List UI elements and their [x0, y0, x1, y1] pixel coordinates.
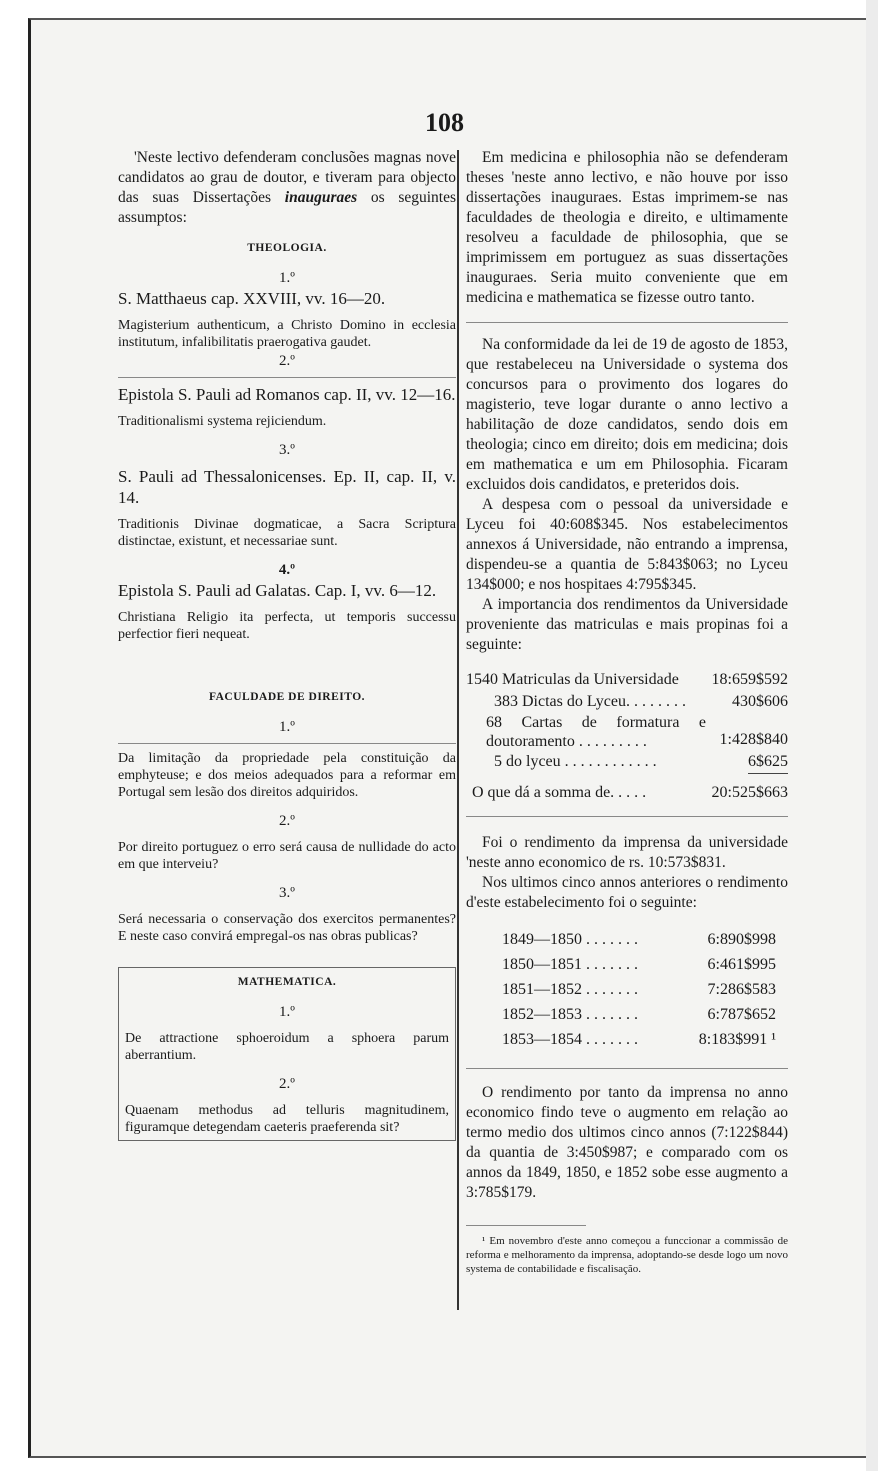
right-column [466, 148, 788, 1276]
paragraph-cinco-annos: Nos ultimos cinco annos anteriores o rendimento d'este estabelecimento foi o seguinte: [466, 874, 788, 911]
thesis-theo-3: 3.º S. Pauli ad Thessalonicenses. Ep. II, cap. II, v. 14. Traditionis Divinae dogmaticae, a Sacra Scriptura distinctae, existunt, et necessariae sunt. [118, 442, 456, 549]
page-edge [866, 0, 878, 1471]
paragraph-despesa: A despesa com o pessoal da universidade e Lyceu foi 40:608$345. Nos estabelecimentos annexos á Universidade, não entrando a imprensa, dispendeu-se a quantia de 5:843$063; no Lyceu 134$000; e nos hospitaes 4:795$345. [466, 496, 788, 593]
income-row: 68 Cartas de formatura e doutoramento . . . . . . . . . 1:428$840 [486, 714, 788, 750]
year-row: 1849—1850 . . . . . . . 6:890$998 [502, 931, 776, 948]
left-column [118, 148, 456, 1145]
paragraph-augmento: O rendimento por tanto da imprensa no anno economico findo teve o augmento em relação ao termo medio dos ultimos cinco annos (7:122$844) da quantia de 3:450$987; e comparado com os annos da 1849, 1850, e 1852 sobe esse augmento a 3:785$179. [466, 1084, 788, 1201]
year-row: 1850—1851 . . . . . . . 6:461$995 [502, 956, 776, 973]
year-row: 1853—1854 . . . . . . . 8:183$991 ¹ [502, 1031, 776, 1048]
footnote: ¹ Em novembro d'este anno começou a funccionar a commissão de reforma e melhoramento da imprensa, adoptando-se desde logo um novo systema de contabilidade e fiscalisação. [466, 1235, 788, 1275]
mathematics-heading: MATHEMATICA. [237, 976, 337, 988]
page-number: 108 [425, 108, 464, 137]
income-row: 5 do lyceu . . . . . . . . . . . . 6$625 [466, 751, 788, 774]
income-row: 1540 Matriculas da Universidade 18:659$592 [466, 671, 788, 688]
paragraph-medicine: Em medicina e philosophia não se defenderam theses 'neste anno lectivo, e não houve por isso dissertações inauguraes. Estas imprimem-se nas faculdades de theologia e direito, e ultimamente resolveu a faculdade de philosophia, que se imprimissem em portuguez as suas dissertações inauguraes. Seria muito conveniente que em medicina e mathematica se fizesse outro tanto. [466, 149, 788, 306]
year-row: 1851—1852 . . . . . . . 7:286$583 [502, 981, 776, 998]
paragraph-rendimentos: A importancia dos rendimentos da Universidade proveniente das matriculas e mais propinas foi a seguinte: [466, 596, 788, 653]
year-row: 1852—1853 . . . . . . . 6:787$652 [502, 1006, 776, 1023]
income-total: O que dá a somma de. . . . . 20:525$663 [472, 784, 788, 801]
income-row: 383 Dictas do Lyceu. . . . . . . . 430$606 [494, 693, 788, 710]
thesis-law-1: 1.º Da limitação da propriedade pela constituição da emphyteuse; e dos meios adequados para a reformar em Portugal sem lesão dos direitos adquiridos. [118, 719, 456, 800]
thesis-law-3: 3.º Será necessaria o conservação dos exercitos permanentes? E neste caso convirá empregal-os nas obras publicas? [118, 885, 456, 944]
column-divider [457, 150, 459, 1310]
paragraph-imprensa: Foi o rendimento da imprensa da universidade 'neste anno economico de rs. 10:573$831. [466, 834, 788, 871]
income-table [466, 669, 788, 804]
law-heading: FACULDADE DE DIREITO. [208, 691, 366, 703]
theology-heading: THEOLOGIA. [247, 242, 327, 254]
paragraph-concursos: Na conformidade da lei de 19 de agosto de 1853, que restabeleceu na Universidade o systema dos concursos para o provimento dos logares do magisterio, teve logar durante o anno lectivo a habilitação de doze candidatos, sendo dois em theologia; cinco em direito; dois em medicina; dois em mathematica e um em Philosophia. Ficaram excluidos dois candidatos, e preteridos dois. [466, 336, 788, 493]
thesis-theo-1: 1.º S. Matthaeus cap. XXVIII, vv. 16—20. Magisterium authenticum, a Christo Domino in ecclesia institutum, infalibilitatis praerogativa gaudet. [118, 270, 456, 350]
mathematics-box: MATHEMATICA. 1.º De attractione sphoeroidum a sphoera parum aberrantium. 2.º Quaenam methodus ad telluris magnitudinem, figuramque detegendam caeteris praeferenda sit? [118, 967, 456, 1141]
thesis-law-2: 2.º Por direito portuguez o erro será causa de nullidade do acto em que interveiu? [118, 813, 456, 872]
years-table [502, 927, 776, 1052]
thesis-theo-4: 4.º Epistola S. Pauli ad Galatas. Cap. I, vv. 6—12. Christiana Religio ita perfecta, ut temporis successu perfectior fieri nequeat. [118, 562, 456, 642]
thesis-theo-2: 2.º Epistola S. Pauli ad Romanos cap. II, vv. 12—16. Traditionalismi systema rejiciendum. [118, 353, 456, 429]
intro-paragraph: 'Neste lectivo defenderam conclusões magnas nove candidatos ao grau de doutor, e tiveram para objecto das suas Dissertações inauguraes os seguintes assumptos: [118, 149, 457, 226]
